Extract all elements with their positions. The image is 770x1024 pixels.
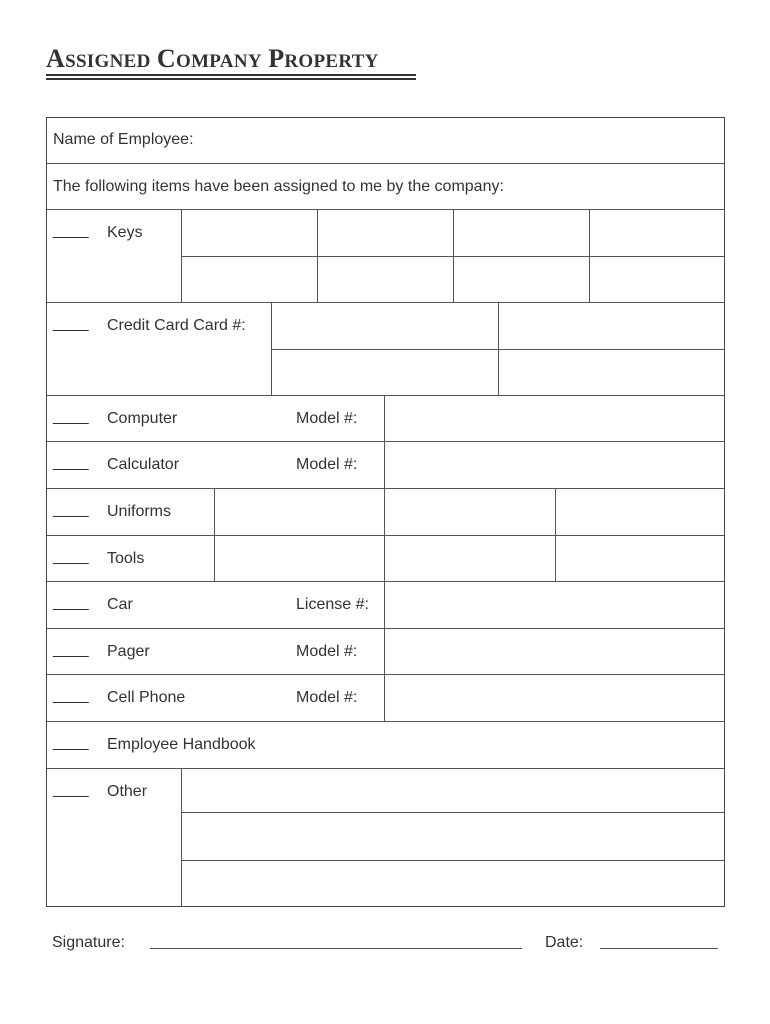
car-checkbox-line[interactable]: ____ — [53, 594, 89, 611]
date-label: Date: — [545, 934, 584, 951]
computer-checkbox-line[interactable]: ____ — [53, 408, 89, 425]
property-form — [46, 117, 725, 907]
credit-card-label: Credit Card Card #: — [107, 317, 246, 334]
date-field[interactable] — [600, 948, 718, 949]
computer-model-label: Model #: — [296, 410, 358, 427]
pager-model-label: Model #: — [296, 643, 358, 660]
cell-phone-label: Cell Phone — [107, 689, 186, 706]
calculator-checkbox-line[interactable]: ____ — [53, 454, 89, 471]
car-label: Car — [107, 596, 133, 613]
car-license-label: License #: — [296, 596, 369, 613]
uniforms-checkbox-line[interactable]: ____ — [53, 501, 89, 518]
page-title: ASSIGNED COMPANY PROPERTY — [46, 44, 379, 73]
handbook-checkbox-line[interactable]: ____ — [53, 734, 89, 751]
cell-phone-checkbox-line[interactable]: ____ — [53, 687, 89, 704]
tools-checkbox-line[interactable]: ____ — [53, 548, 89, 565]
title-underline-second — [46, 78, 416, 80]
uniforms-label: Uniforms — [107, 503, 172, 520]
cell-phone-model-label: Model #: — [296, 689, 358, 706]
other-label: Other — [107, 783, 148, 800]
employee-name-field[interactable] — [207, 120, 722, 162]
pager-label: Pager — [107, 643, 150, 660]
signature-field[interactable] — [150, 948, 522, 949]
signature-label: Signature: — [52, 934, 125, 951]
title-underline — [46, 74, 416, 76]
other-checkbox-line[interactable]: ____ — [53, 781, 89, 798]
keys-checkbox-line[interactable]: ____ — [53, 222, 89, 239]
tools-label: Tools — [107, 550, 145, 567]
employee-name-label: Name of Employee: — [53, 131, 194, 148]
keys-label: Keys — [107, 224, 143, 241]
intro-text: The following items have been assigned to me by the company: — [53, 178, 504, 195]
calculator-label: Calculator — [107, 456, 180, 473]
computer-label: Computer — [107, 410, 178, 427]
credit-card-checkbox-line[interactable]: ____ — [53, 315, 89, 332]
pager-checkbox-line[interactable]: ____ — [53, 641, 89, 658]
calculator-model-label: Model #: — [296, 456, 358, 473]
handbook-label: Employee Handbook — [107, 736, 256, 753]
